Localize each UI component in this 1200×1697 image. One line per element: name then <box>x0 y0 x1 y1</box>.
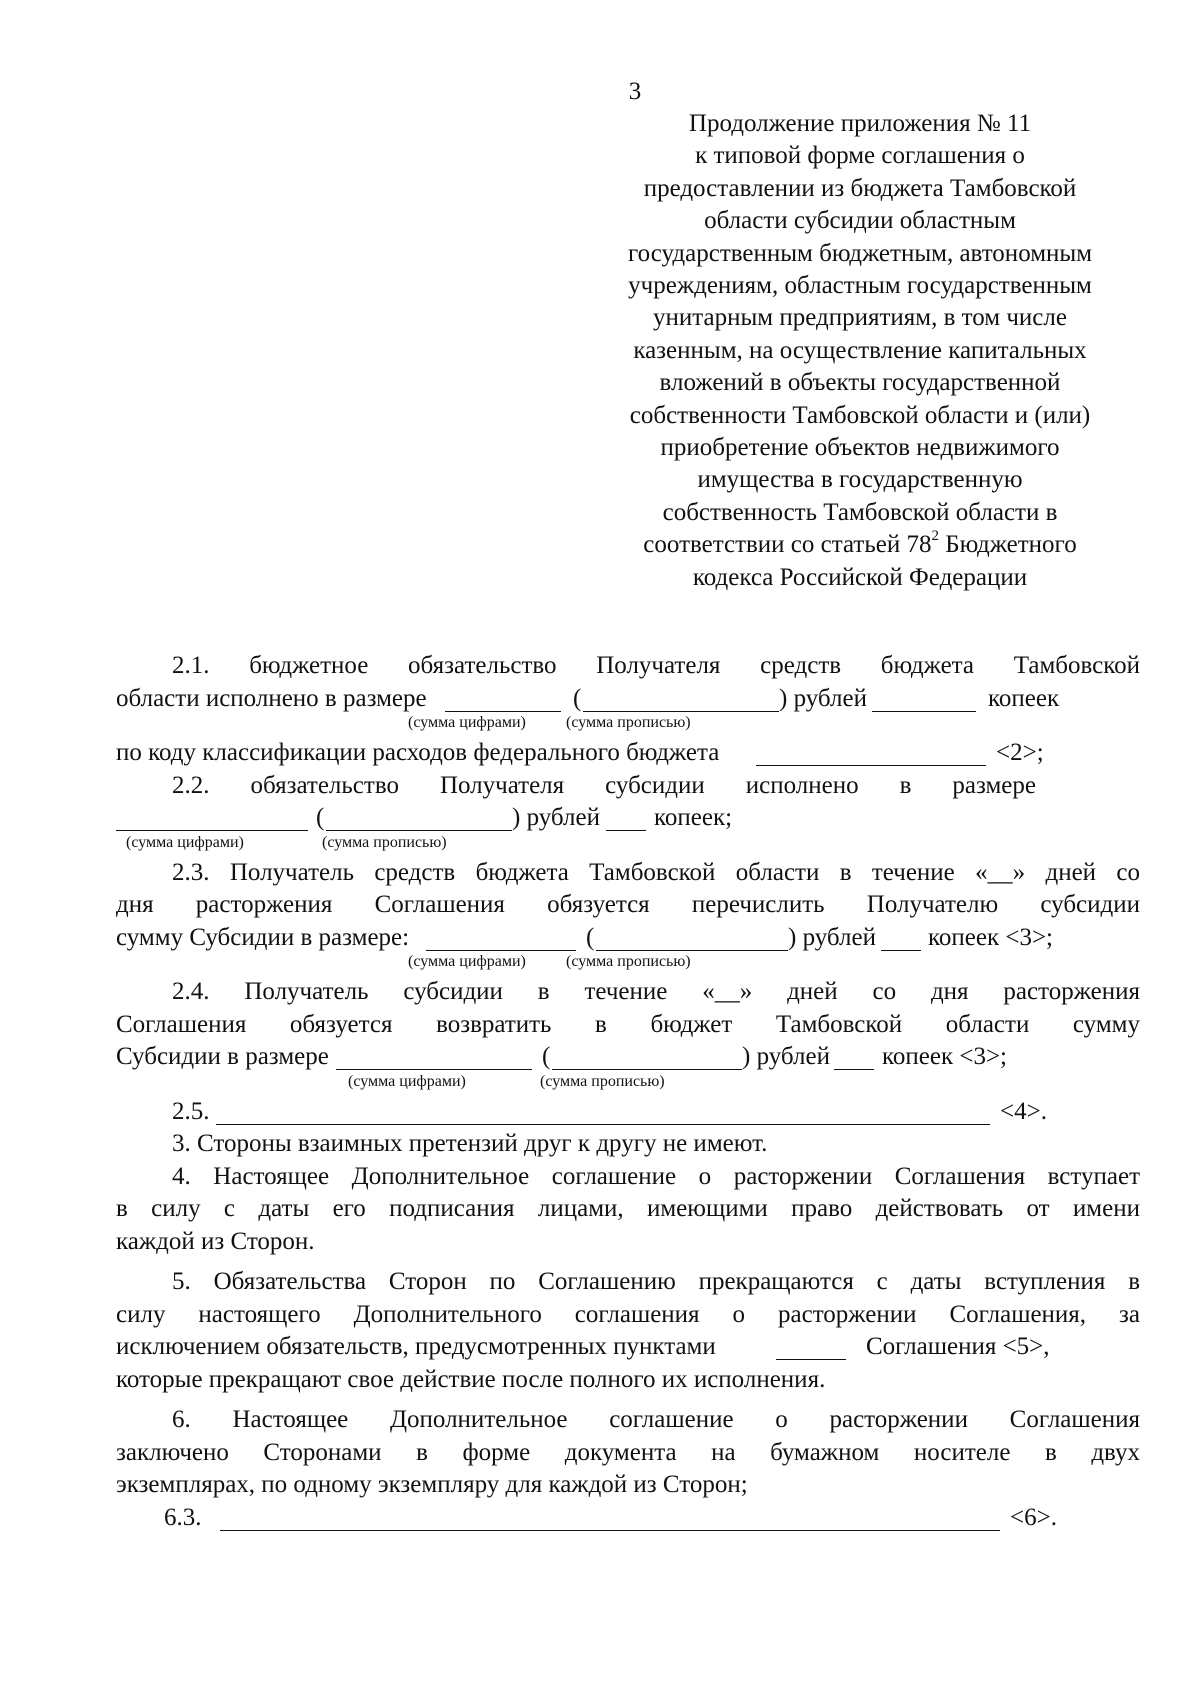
header-line: области субсидии областным <box>704 207 1016 235</box>
classification-code-blank[interactable] <box>756 743 986 766</box>
paragraph-line: заключено Сторонами в форме документа на бумажном носителе в двух <box>116 1438 1140 1466</box>
paragraph-line: Соглашения обязуется возвратить в бюджет Тамбовской области сумму <box>116 1010 1140 1038</box>
text: ) рублей <box>779 684 867 712</box>
header-text: соответствии со статьей 78 <box>643 531 932 559</box>
paragraph-line: 2.1. бюджетное обязательство Получателя средств бюджета Тамбовской <box>172 652 1140 679</box>
header-line: учреждениям, областным государственным <box>628 272 1092 300</box>
amount-words-blank[interactable] <box>583 689 779 712</box>
caption: (сумма прописью) <box>566 953 691 970</box>
paragraph-line <box>116 802 1140 835</box>
caption: (сумма прописью) <box>566 714 691 731</box>
header-line: к типовой форме соглашения о <box>695 142 1025 170</box>
caption: (сумма цифрами) <box>126 833 244 851</box>
amount-digits-blank[interactable] <box>426 928 576 951</box>
text: ( <box>573 684 582 712</box>
appendix-header <box>590 108 1130 594</box>
paragraph-line: силу настоящего Дополнительного соглашения о расторжении Соглашения, за <box>116 1300 1140 1328</box>
paragraph-line <box>116 1331 1140 1364</box>
caption: (сумма цифрами) <box>348 1072 466 1090</box>
text: <6>. <box>1010 1503 1057 1531</box>
amount-words-blank[interactable] <box>326 808 512 831</box>
spacer <box>116 1258 1140 1266</box>
text: копеек; <box>654 804 733 831</box>
header-line <box>590 529 1130 561</box>
header-line: государственным бюджетным, автономным <box>627 239 1093 267</box>
amount-words-blank[interactable] <box>596 928 788 951</box>
header-line: казенным, на осуществление капитальных <box>633 336 1087 364</box>
paragraph-line: 4. Настоящее Дополнительное соглашение о расторжении Соглашения вступает <box>172 1162 1140 1190</box>
text: копеек <box>988 684 1060 712</box>
amount-words-blank[interactable] <box>552 1047 742 1070</box>
caption-row <box>116 835 1140 857</box>
header-text: Бюджетного <box>938 531 1077 559</box>
caption: (сумма прописью) <box>322 833 447 851</box>
text: ( <box>542 1043 551 1070</box>
paragraph-line <box>116 737 1140 770</box>
caption: (сумма цифрами) <box>408 714 526 731</box>
header-line: предоставлении из бюджета Тамбовской <box>643 174 1077 202</box>
document-body <box>116 650 1140 1534</box>
caption-row <box>116 715 1140 737</box>
header-line: унитарным предприятиям, в том числе <box>653 304 1067 332</box>
paragraph-line <box>116 922 1140 955</box>
paragraph-line: 5. Обязательства Сторон по Соглашению прекращаются с даты вступления в <box>172 1268 1140 1295</box>
paragraph-line <box>116 1502 1140 1535</box>
item-blank[interactable] <box>220 1508 1000 1531</box>
paragraph-line <box>116 683 1140 716</box>
kopecks-blank[interactable] <box>606 808 646 831</box>
paragraph-line: 6. Настоящее Дополнительное соглашение о расторжении Соглашения <box>172 1406 1140 1433</box>
text: <4>. <box>1000 1097 1047 1125</box>
kopecks-blank[interactable] <box>881 928 921 951</box>
text: по коду классификации расходов федерального бюджета <box>116 739 720 766</box>
paragraph-line: которые прекращают свое действие после полного их исполнения. <box>116 1365 826 1393</box>
text: ( <box>316 804 325 831</box>
header-line: собственность Тамбовской области в <box>662 498 1058 526</box>
clauses-blank[interactable] <box>776 1337 846 1360</box>
text: Субсидии в размере <box>116 1043 329 1070</box>
paragraph-line: 2.4. Получатель субсидии в течение «__» дней со дня расторжения <box>172 978 1140 1005</box>
paragraph-line <box>116 1041 1140 1074</box>
caption: (сумма прописью) <box>540 1072 665 1090</box>
caption: (сумма цифрами) <box>408 953 526 970</box>
kopecks-blank[interactable] <box>834 1047 874 1070</box>
spacer <box>116 1396 1140 1404</box>
paragraph-line: дня расторжения Соглашения обязуется перечислить Получателю субсидии <box>116 891 1140 918</box>
header-line: имущества в государственную <box>697 466 1023 494</box>
paragraph-line <box>116 1096 1140 1129</box>
paragraph-line: в силу с даты его подписания лицами, имеющими право действовать от имени <box>116 1195 1140 1222</box>
paragraph-line: 3. Стороны взаимных претензий друг к другу не имеют. <box>172 1130 768 1157</box>
text: ) рублей <box>742 1043 830 1070</box>
text: <2>; <box>996 739 1044 766</box>
paragraph-line: каждой из Сторон. <box>116 1227 315 1255</box>
superscript: 2 <box>931 528 939 545</box>
paragraph-line: 2.2. обязательство Получателя субсидии исполнено в размере <box>172 771 1036 799</box>
header-line: приобретение объектов недвижимого <box>660 434 1060 462</box>
text: Соглашения <5>, <box>866 1333 1050 1360</box>
paragraph-line: экземплярах, по одному экземпляру для каждой из Сторон; <box>116 1471 748 1498</box>
text: сумму Субсидии в размере: <box>116 923 410 951</box>
amount-digits-blank[interactable] <box>445 689 561 712</box>
paragraph-line: 2.3. Получатель средств бюджета Тамбовской области в течение «__» дней со <box>172 858 1140 886</box>
header-line: Продолжение приложения № 11 <box>688 110 1032 137</box>
header-line: кодекса Российской Федерации <box>692 563 1028 591</box>
amount-digits-blank[interactable] <box>116 808 308 831</box>
header-line: вложений в объекты государственной <box>659 369 1061 397</box>
text: исключением обязательств, предусмотренных пунктами <box>116 1333 716 1360</box>
item-blank[interactable] <box>216 1102 990 1125</box>
text: ) рублей <box>788 923 876 951</box>
text: ) рублей <box>512 804 600 831</box>
caption-row <box>116 954 1140 976</box>
amount-digits-blank[interactable] <box>336 1047 532 1070</box>
caption-row <box>116 1074 1140 1096</box>
text: области исполнено в размере <box>116 684 427 712</box>
text: копеек <3>; <box>928 923 1053 951</box>
kopecks-blank[interactable] <box>872 689 976 712</box>
text: ( <box>586 923 595 951</box>
page-number: 3 <box>628 78 642 105</box>
text: копеек <3>; <box>882 1043 1007 1070</box>
header-line: собственности Тамбовской области и (или) <box>629 401 1091 429</box>
item-number: 6.3. <box>164 1503 202 1531</box>
item-number: 2.5. <box>172 1097 210 1125</box>
